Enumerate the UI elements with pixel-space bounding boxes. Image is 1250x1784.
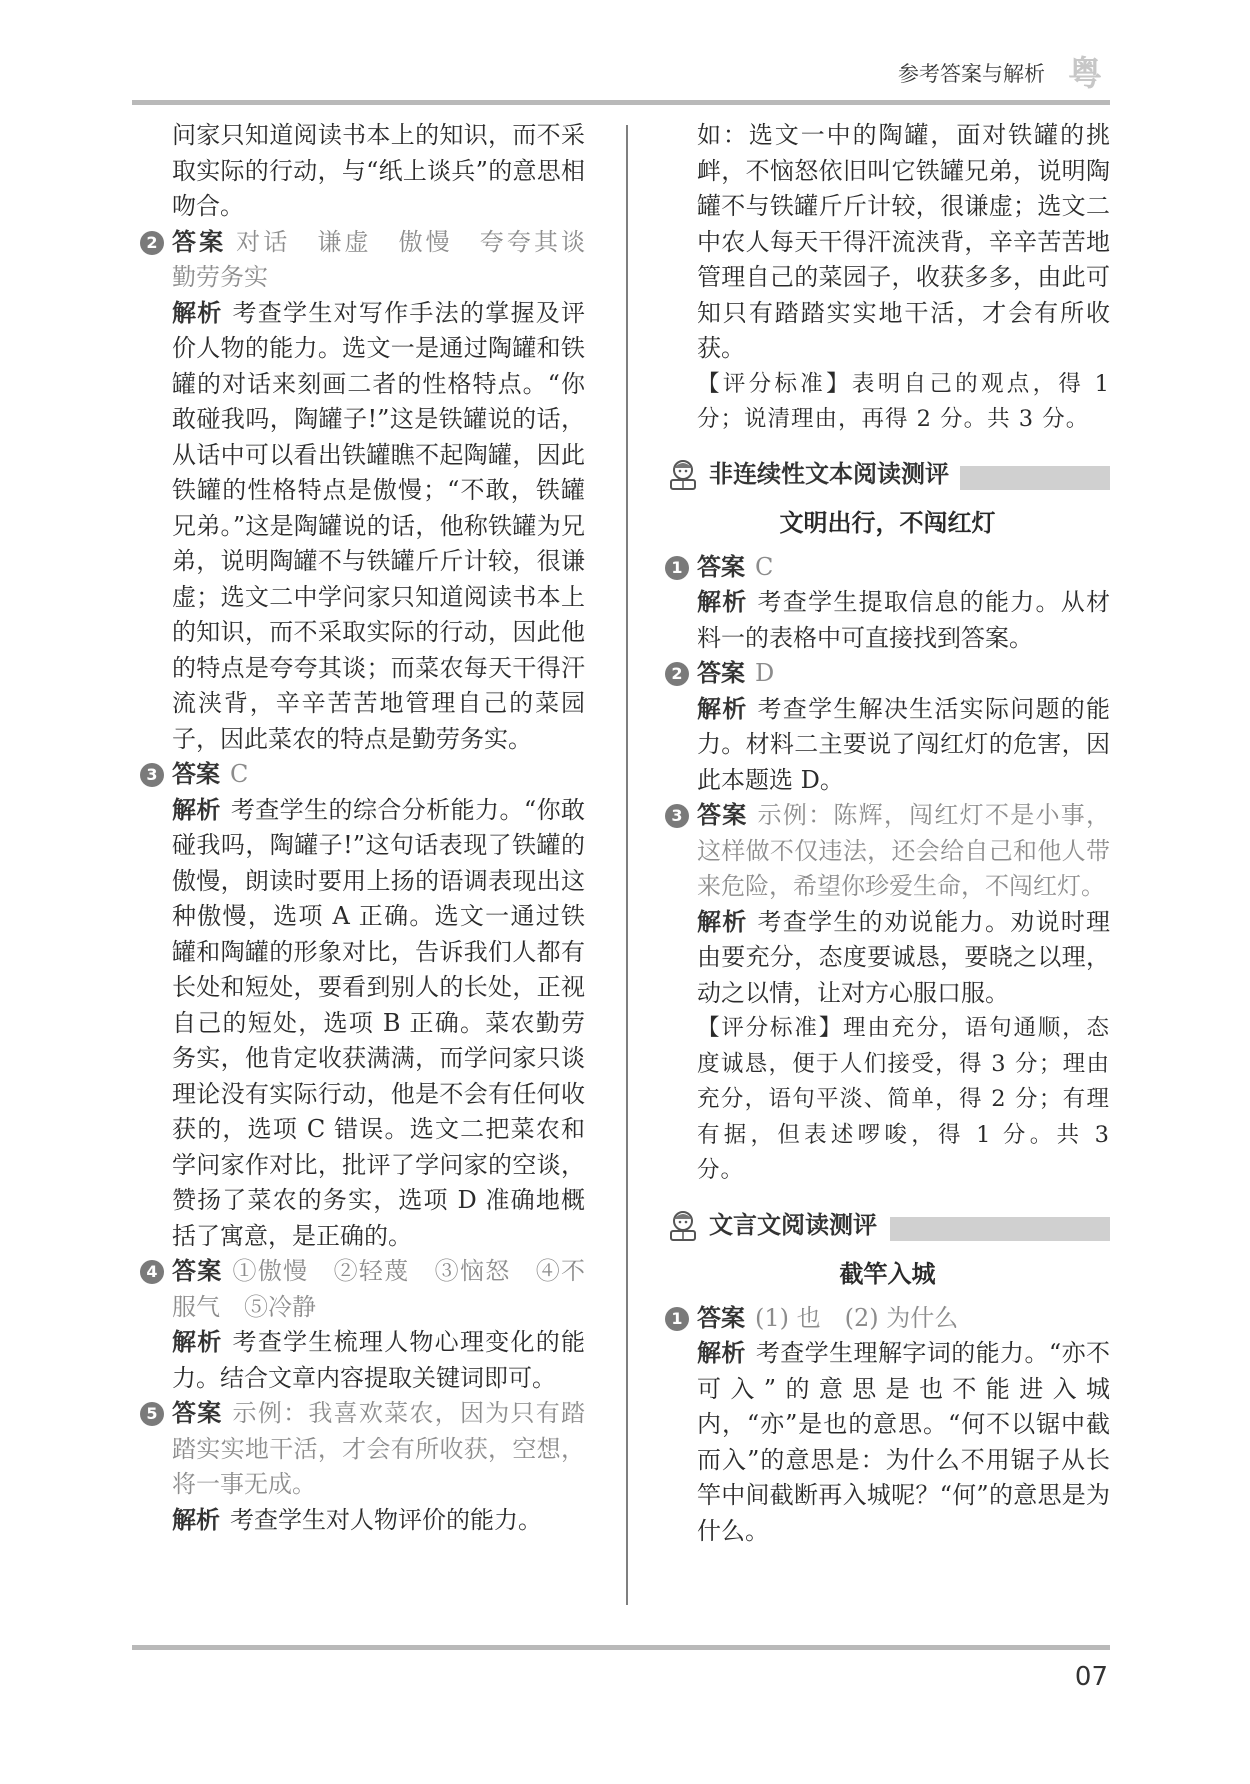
question-1 [665, 550, 1110, 657]
analysis-text: 考查学生理解字词的能力。“亦不可入”的意思是也不能进入城内，“亦”是也的意思。“何不以锯中截而入”的意思是：为什么不用锯子从长竿中间截断再入城呢？“何”的意思是为什么。 [697, 1339, 1110, 1545]
answer-label: 答案 [697, 552, 745, 581]
answer-text: (1) 也 (2) 为什么 [755, 1303, 959, 1332]
answer-label: 答案 [172, 760, 220, 788]
question-number: 1 [665, 556, 689, 580]
student-reading-icon [665, 1207, 701, 1243]
analysis-label: 解析 [172, 1505, 220, 1534]
continuation-text: 如：选文一中的陶罐，面对铁罐的挑衅，不恼怒依旧叫它铁罐兄弟，说明陶罐不与铁罐斤斤计较，很谦虚；选文二中农人每天干得汗流浃背，辛辛苦苦地管理自己的菜园子，收获多多，由此可知只有踏踏实实地干活，才会有所收获。 [697, 121, 1110, 362]
analysis-label: 解析 [172, 298, 223, 327]
section-bar [960, 466, 1110, 490]
analysis-text: 考查学生的综合分析能力。“你敢碰我吗，陶罐子!”这句话表现了铁罐的傲慢，朗读时要用上扬的语调表现出这种傲慢，选项 A 正确。选文一通过铁罐和陶罐的形象对比，告诉我们人都有长处和短处，要看到别人的长处，正视自己的短处，选项 B 正确。菜农勤劳务实，他肯定收获满满，而学问家只谈理论没有实际行动，他是不会有任何收获的，选项 C 错误。选文二把菜农和学问家作对比，批评了学问家的空谈，赞扬了菜农的务实，选项 D 准确地概括了寓意，是正确的。 [172, 795, 585, 1250]
question-number: 5 [140, 1402, 164, 1426]
answer-text: ①傲慢 ②轻蔑 ③恼怒 ④不服气 ⑤冷静 [172, 1257, 586, 1321]
question-1 [665, 1301, 1110, 1550]
analysis-label: 解析 [697, 588, 748, 616]
answer-label: 答案 [697, 659, 745, 687]
student-reading-icon [665, 456, 701, 492]
analysis-text: 考查学生解决生活实际问题的能力。材料二主要说了闯红灯的危害，因此本题选 D。 [697, 694, 1111, 794]
analysis-label: 解析 [172, 1328, 223, 1356]
question-2 [665, 656, 1110, 798]
header-title: 参考答案与解析 [898, 62, 1045, 86]
analysis-text: 考查学生对人物评价的能力。 [230, 1505, 542, 1534]
column-divider [626, 125, 628, 1605]
answer-label: 答案 [172, 1399, 223, 1427]
question-2 [140, 225, 610, 758]
analysis-label: 解析 [697, 694, 748, 723]
page-number: 07 [1074, 1662, 1108, 1692]
intro-text: 问家只知道阅读书本上的知识，而不采取实际的行动，与“纸上谈兵”的意思相吻合。 [172, 121, 585, 220]
article-title: 截竿入城 [839, 1259, 936, 1288]
answer-text: 示例：陈辉，闯红灯不是小事，这样做不仅违法，还会给自己和他人带来危险，希望你珍爱生命，不闯红灯。 [697, 801, 1111, 900]
answer-label: 答案 [697, 1303, 745, 1332]
answer-text: C [755, 552, 774, 581]
answer-label: 答案 [697, 801, 748, 829]
answer-text: C [230, 760, 249, 788]
analysis-label: 解析 [697, 907, 748, 936]
section-title: 文言文阅读测评 [709, 1210, 877, 1239]
question-number: 4 [140, 1260, 164, 1284]
answer-label: 答案 [172, 227, 227, 256]
section-title: 非连续性文本阅读测评 [709, 459, 949, 488]
analysis-text: 考查学生提取信息的能力。从材料一的表格中可直接找到答案。 [697, 588, 1111, 652]
analysis-text: 考查学生的劝说能力。劝说时理由要充分，态度要诚恳，要晓之以理，动之以情，让对方心服口服。 [697, 907, 1111, 1007]
left-column [140, 118, 610, 1538]
question-3 [140, 757, 585, 1254]
analysis-text: 考查学生梳理人物心理变化的能力。结合文章内容提取关键词即可。 [172, 1328, 586, 1392]
question-number: 2 [665, 662, 689, 686]
section-bar [890, 1217, 1110, 1241]
scoring-criteria: 【评分标准】理由充分，语句通顺，态度诚恳，便于人们接受，得 3 分；理由充分，语句平淡、简单，得 2 分；有理有据，但表述啰唆，得 1 分。共 3 分。 [697, 1015, 1110, 1183]
analysis-text: 考查学生对写作手法的掌握及评价人物的能力。选文一是通过陶罐和铁罐的对话来刻画二者的性格特点。“你敢碰我吗，陶罐子!”这是铁罐说的话，从话中可以看出铁罐瞧不起陶罐，因此铁罐的性格特点是傲慢；“不敢，铁罐兄弟。”这是陶罐说的话，他称铁罐为兄弟，说明陶罐不与铁罐斤斤计较，很谦虚；选文二中学问家只知道阅读书本上的知识，而不采取实际的行动，因此他的特点是夸夸其谈；而菜农每天干得汗流浃背，辛辛苦苦地管理自己的菜园子，因此菜农的特点是勤劳务实。 [172, 298, 586, 753]
question-number: 2 [140, 231, 164, 255]
answer-text: 示例：我喜欢菜农，因为只有踏踏实实地干活，才会有所收获，空想，将一事无成。 [172, 1399, 586, 1498]
question-number: 3 [665, 804, 689, 828]
question-number: 3 [140, 763, 164, 787]
question-5 [140, 1396, 585, 1538]
answer-text: 对话 谦虚 傲慢 夸夸其谈 勤劳务实 [172, 227, 610, 291]
question-4 [140, 1254, 585, 1396]
question-number: 1 [665, 1307, 689, 1331]
region-mark: 粤 [1068, 54, 1102, 94]
section-heading [665, 1203, 1110, 1249]
section-heading [665, 452, 1110, 498]
answer-text: D [755, 659, 775, 687]
analysis-label: 解析 [697, 1339, 746, 1367]
analysis-label: 解析 [172, 795, 221, 824]
answer-label: 答案 [172, 1257, 223, 1285]
header-rule [132, 100, 1110, 105]
question-3 [665, 798, 1110, 1189]
article-title: 文明出行，不闯红灯 [779, 508, 996, 537]
footer-rule [132, 1645, 1110, 1650]
scoring-criteria: 【评分标准】表明自己的观点，得 1 分；说清理由，再得 2 分。共 3 分。 [697, 370, 1110, 432]
page-header [0, 0, 1250, 110]
right-column [665, 118, 1110, 1549]
